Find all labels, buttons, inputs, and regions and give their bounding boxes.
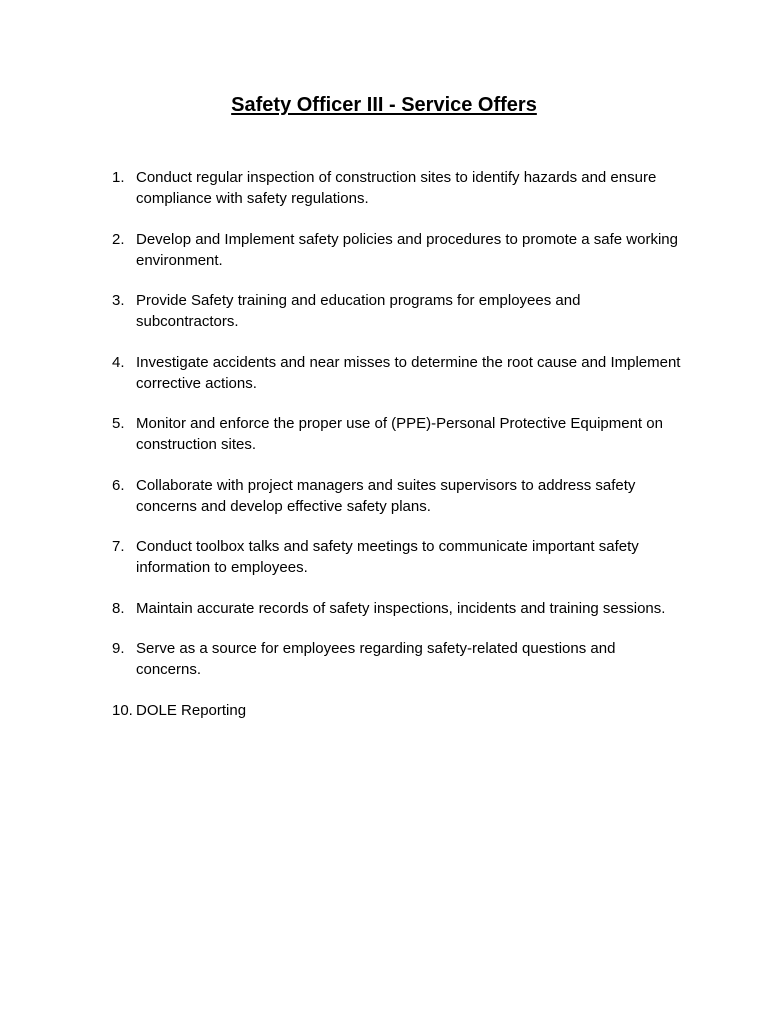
page-title: Safety Officer III - Service Offers <box>231 94 537 116</box>
list-item-text: Conduct toolbox talks and safety meetings to communicate important safety information to employees. <box>136 538 639 576</box>
list-item-text: Serve as a source for employees regarding safety-related questions and concerns. <box>136 640 616 678</box>
list-item-text: DOLE Reporting <box>136 701 247 719</box>
list-item <box>112 167 682 209</box>
service-offers-list <box>112 167 682 740</box>
list-item <box>112 229 682 271</box>
list-item <box>112 475 682 517</box>
list-item <box>112 290 682 332</box>
list-item <box>112 638 682 680</box>
list-item-text: Develop and Implement safety policies and procedures to promote a safe working environment. <box>136 230 678 269</box>
list-item-number: 6. <box>112 476 125 494</box>
list-item-number: 4. <box>112 353 125 371</box>
list-item <box>112 536 682 578</box>
list-item-number: 1. <box>112 169 125 186</box>
list-item-number: 10. <box>112 701 133 719</box>
list-item-text: Maintain accurate records of safety inspections, incidents and training sessions. <box>136 599 666 617</box>
list-item <box>112 598 682 619</box>
list-item-number: 7. <box>112 538 125 555</box>
list-item-text: Investigate accidents and near misses to determine the root cause and Implement corrective actions. <box>136 353 681 392</box>
list-item-text: Monitor and enforce the proper use of (PPE)-Personal Protective Equipment on construction sites. <box>136 415 663 453</box>
list-item-text: Collaborate with project managers and suites supervisors to address safety concerns and develop effective safety plans. <box>136 476 636 515</box>
list-item-number: 2. <box>112 230 125 248</box>
list-item <box>112 413 682 455</box>
list-item-number: 3. <box>112 292 125 309</box>
list-item-number: 9. <box>112 640 125 657</box>
list-item <box>112 700 682 721</box>
list-item-number: 5. <box>112 415 125 432</box>
list-item-text: Conduct regular inspection of construction sites to identify hazards and ensure compliance with safety regulations. <box>136 169 657 207</box>
list-item <box>112 352 682 394</box>
list-item-text: Provide Safety training and education programs for employees and subcontractors. <box>136 292 581 330</box>
list-item-number: 8. <box>112 599 125 617</box>
